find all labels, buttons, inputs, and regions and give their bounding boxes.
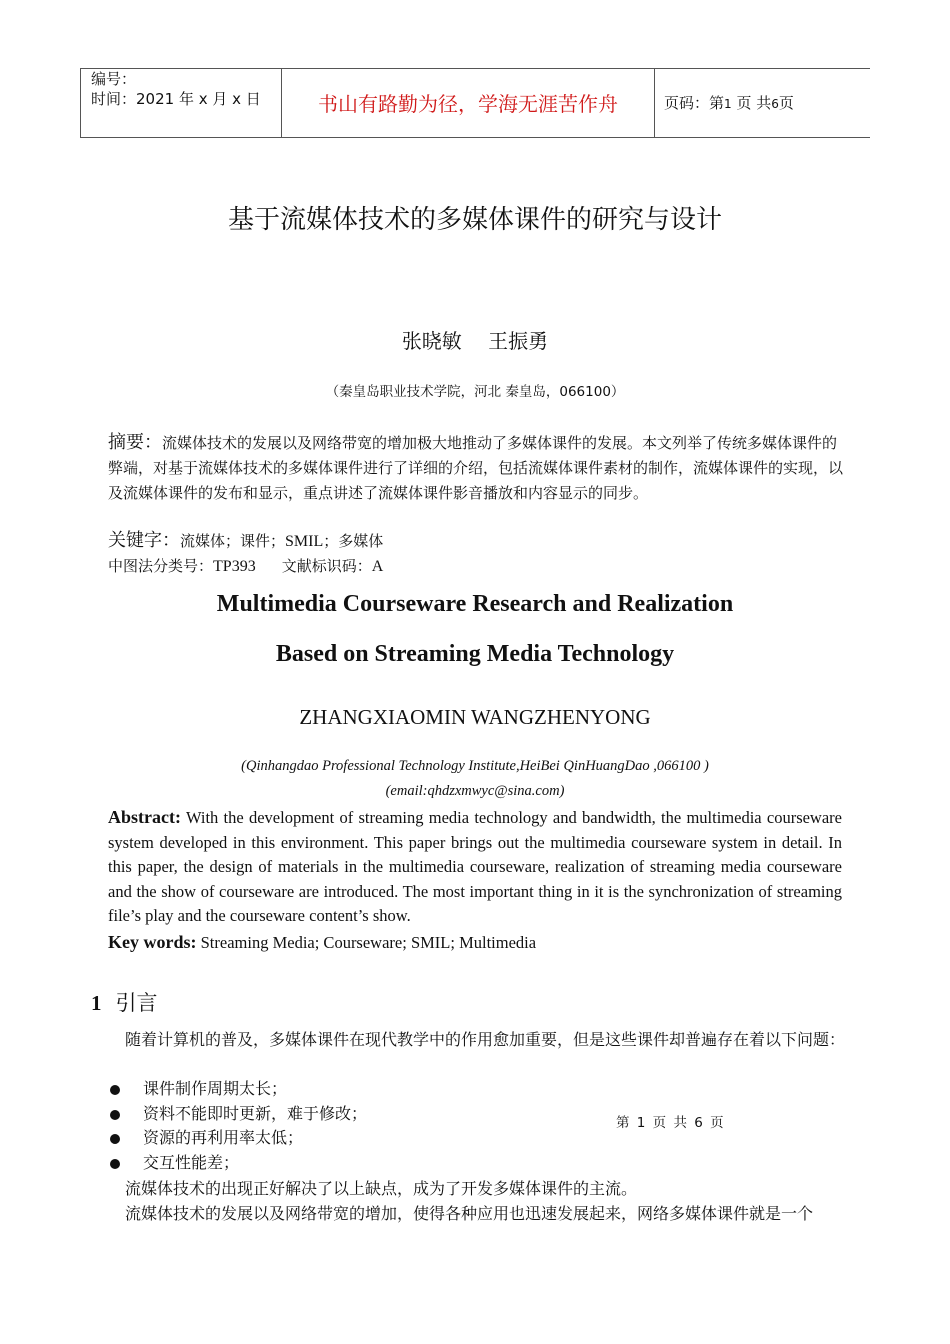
paragraph-2: 流媒体技术的出现正好解决了以上缺点，成为了开发多媒体课件的主流。 bbox=[125, 1179, 638, 1198]
header-table bbox=[80, 68, 870, 138]
abstract-label: 摘要： bbox=[108, 432, 162, 453]
english-email: (email:qhdzxmwyc@sina.com) bbox=[385, 783, 565, 799]
list-item: 资料不能即时更新，难于修改； bbox=[108, 1102, 367, 1127]
paragraph-3: 流媒体技术的发展以及网络带宽的增加，使得各种应用也迅速发展起来，网络多媒体课件就是一个 bbox=[125, 1204, 814, 1223]
english-abstract: Abstract: With the development of streaming media technology and bandwidth, the multimedia courseware system developed in this environment. This paper brings out the multimedia courseware system in detail. In this paper, the design of materials in the multimedia courseware, realization of streaming media courseware and the show of courseware are introduced. The most important thing in it is the synchronization of streaming file’s play and the courseware content’s show. bbox=[108, 807, 842, 926]
page-title: 基于流媒体技术的多媒体课件的研究与设计 bbox=[227, 205, 722, 235]
bullet-icon bbox=[110, 1110, 120, 1120]
english-title-line-2: Based on Streaming Media Technology bbox=[275, 641, 675, 667]
list-item: 课件制作周期太长； bbox=[108, 1077, 367, 1102]
keywords-line: 关键字：流媒体；课件；SMIL；多媒体 bbox=[108, 530, 384, 551]
list-item: 资源的再利用率太低； bbox=[108, 1126, 367, 1151]
english-affiliation: (Qinhangdao Professional Technology Institute,HeiBei QinHuangDao ,066100 ) bbox=[241, 758, 709, 774]
header-info-cell bbox=[80, 69, 281, 137]
bullet-icon bbox=[110, 1159, 120, 1169]
classification-line: 中图法分类号：TP393 文献标识码：A bbox=[108, 557, 384, 575]
english-title-line-1: Multimedia Courseware Research and Realization bbox=[216, 591, 734, 617]
abstract-text: 流媒体技术的发展以及网络带宽的增加极大地推动了多媒体课件的发展。本文列举了传统多媒体课件的弊端，对基于流媒体技术的多媒体课件进行了详细的介绍，包括流媒体课件素材的制作，流媒体课件的实现，以及流媒体课件的发布和显示，重点讲述了流媒体课件影音播放和内容显示的同步。 bbox=[108, 434, 844, 502]
list-item: 交互性能差； bbox=[108, 1151, 367, 1176]
problem-list bbox=[108, 1077, 367, 1175]
page-footer: 第 1 页 共 6 页 bbox=[616, 1115, 724, 1131]
authors: 张晓敏 王振勇 bbox=[401, 329, 549, 353]
number-label: 编号： bbox=[91, 70, 137, 88]
chinese-abstract bbox=[108, 430, 850, 506]
header-motto-cell bbox=[281, 69, 655, 137]
bullet-icon bbox=[110, 1085, 120, 1095]
header-page-cell bbox=[654, 69, 870, 137]
section-heading: 1 引言 bbox=[91, 991, 158, 1015]
affiliation: （秦皇岛职业技术学院，河北 秦皇岛，066100） bbox=[325, 384, 625, 400]
english-keywords: Key words: Streaming Media; Courseware; SMIL; Multimedia bbox=[108, 932, 537, 952]
bullet-icon bbox=[110, 1134, 120, 1144]
intro-paragraph: 随着计算机的普及，多媒体课件在现代教学中的作用愈加重要，但是这些课件却普遍存在着以下问题： bbox=[125, 1030, 846, 1049]
page-number: 页码：第1 页 共6页 bbox=[664, 94, 794, 112]
time-label: 时间：2021 年 x 月 x 日 bbox=[91, 90, 261, 108]
english-authors: ZHANGXIAOMIN WANGZHENYONG bbox=[299, 705, 651, 729]
motto: 书山有路勤为径，学海无涯苦作舟 bbox=[318, 92, 618, 116]
